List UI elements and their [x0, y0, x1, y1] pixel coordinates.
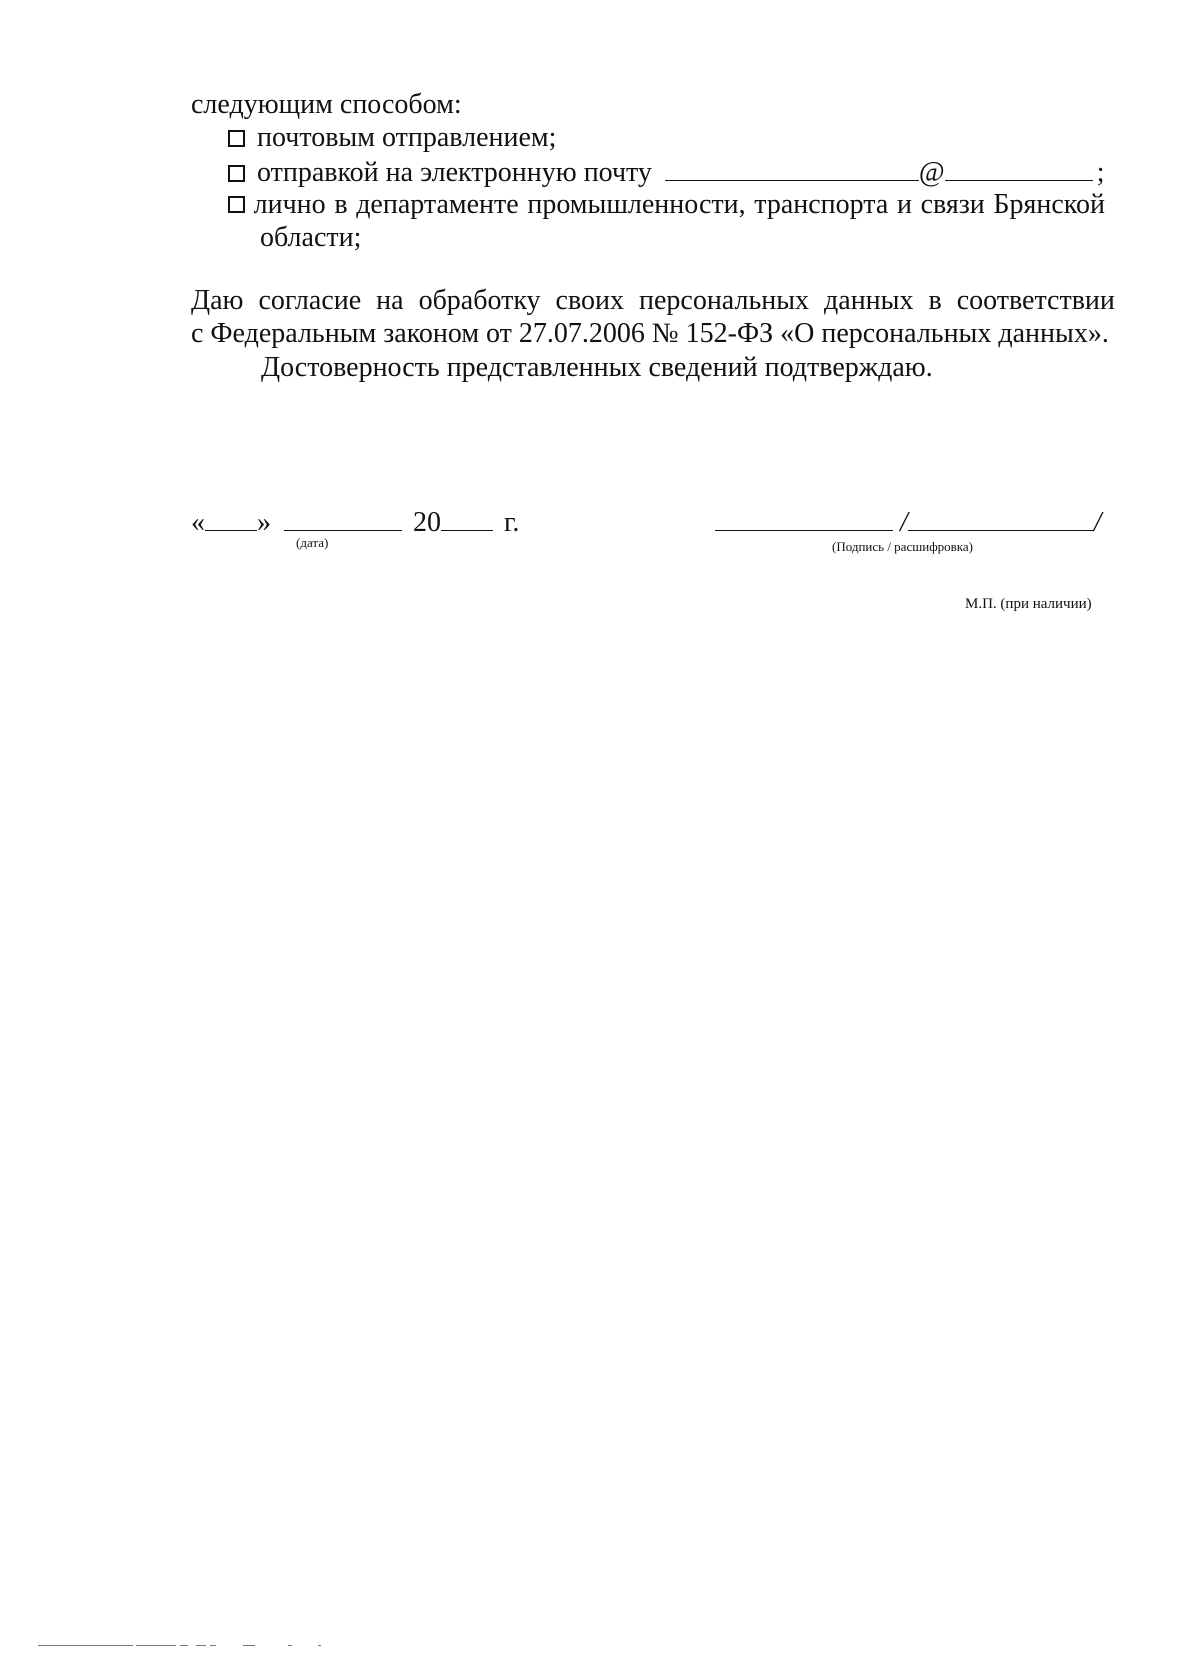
option-in-person-word: лично — [253, 189, 326, 220]
option-in-person-word: связи — [920, 189, 985, 220]
date-caption: (дата) — [296, 535, 329, 550]
email-domain-field[interactable] — [945, 156, 1093, 181]
consent-word: на — [376, 285, 404, 316]
signature-row — [715, 506, 1102, 539]
year-field[interactable] — [441, 506, 493, 531]
month-field[interactable] — [284, 506, 402, 531]
signature-end-slash: / — [1093, 507, 1102, 538]
date-close-quote: » — [257, 507, 271, 538]
option-in-person-word: транспорта — [754, 189, 889, 220]
stamp-note: М.П. (при наличии) — [965, 596, 1092, 612]
signature-caption: (Подпись / расшифровка) — [832, 539, 973, 554]
checkbox-email[interactable] — [228, 165, 245, 182]
consent-word: соответствии — [956, 285, 1115, 316]
option-postal-label: почтовым отправлением; — [257, 122, 557, 153]
year-prefix: 20 — [413, 507, 441, 538]
email-at-sign: @ — [918, 157, 945, 188]
option-in-person-word: и — [896, 189, 912, 220]
checkbox-postal[interactable] — [228, 130, 245, 147]
consent-word: своих — [555, 285, 624, 316]
scan-artifact — [38, 1645, 308, 1648]
consent-word: обработку — [418, 285, 541, 316]
signature-decoding-field[interactable] — [908, 506, 1094, 531]
signature-field[interactable] — [715, 506, 893, 531]
email-user-field[interactable] — [665, 156, 919, 181]
option-in-person-word: департаменте — [356, 189, 519, 220]
checkbox-in-person[interactable] — [228, 196, 245, 213]
intro-text: следующим способом: — [191, 89, 462, 120]
confirmation-text: Достоверность представленных сведений подтверждаю. — [261, 352, 933, 383]
consent-word: согласие — [258, 285, 362, 316]
consent-line-1 — [191, 285, 1115, 317]
year-suffix: г. — [504, 507, 520, 538]
option-in-person-continuation: области; — [260, 222, 362, 253]
option-email-label: отправкой на электронную почту — [257, 157, 652, 188]
signature-separator: / — [900, 507, 908, 538]
date-row — [191, 506, 519, 539]
option-in-person[interactable] — [228, 189, 1133, 221]
option-postal[interactable] — [228, 122, 556, 154]
consent-word: персональных — [638, 285, 810, 316]
consent-word: данных — [824, 285, 914, 316]
option-in-person-word: в — [334, 189, 348, 220]
date-open-quote: « — [191, 507, 205, 538]
consent-word: Даю — [191, 285, 244, 316]
consent-word: в — [928, 285, 942, 316]
day-field[interactable] — [205, 506, 257, 531]
option-in-person-word: Брянской — [993, 189, 1105, 220]
option-email[interactable] — [228, 156, 1104, 189]
option-in-person-word: промышленности, — [527, 189, 746, 220]
consent-line-2: с Федеральным законом от 27.07.2006 № 152-ФЗ «О персональных данных». — [191, 318, 1109, 349]
email-end: ; — [1096, 157, 1105, 188]
